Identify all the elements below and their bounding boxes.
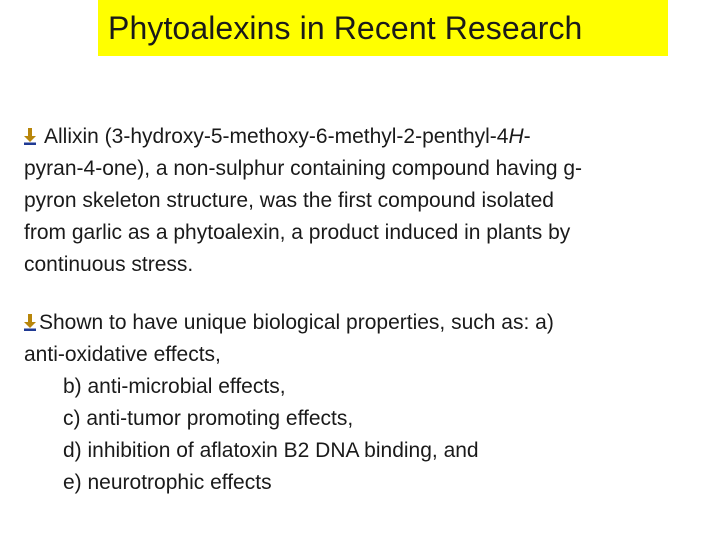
bullet-1-line-4: from garlic as a phytoalexin, a product induced in plants by — [24, 221, 571, 244]
property-item-d: d) inhibition of aflatoxin B2 DNA binding, and — [63, 439, 479, 462]
bullet-1-text-start: Allixin (3-hydroxy-5-methoxy-6-methyl-2-penthyl-4 — [44, 125, 509, 148]
bullet-2-line-1 — [24, 307, 704, 339]
bullet-1-italic-h: H — [508, 125, 524, 148]
down-arrow-bullet-icon — [24, 313, 36, 331]
down-arrow-bullet-icon — [24, 127, 36, 145]
property-item-e: e) neurotrophic effects — [63, 471, 272, 494]
bullet-1-line-1 — [24, 121, 704, 153]
title-banner — [98, 0, 668, 56]
property-item-c: c) anti-tumor promoting effects, — [63, 407, 354, 430]
bullet-2-text: Shown to have unique biological properties, such as: a) — [39, 311, 554, 334]
bullet-2-line-2: anti-oxidative effects, — [24, 343, 221, 366]
bullet-1-text-end: - — [523, 125, 531, 148]
property-item-b: b) anti-microbial effects, — [63, 375, 286, 398]
bullet-1-line-5: continuous stress. — [24, 253, 194, 276]
bullet-properties — [24, 307, 704, 499]
slide-title: Phytoalexins in Recent Research — [108, 9, 583, 46]
bullet-1-line-2: pyran-4-one), a non-sulphur containing compound having g- — [24, 157, 583, 180]
bullet-1-line-3: pyron skeleton structure, was the first compound isolated — [24, 189, 554, 212]
bullet-allixin — [24, 121, 704, 281]
